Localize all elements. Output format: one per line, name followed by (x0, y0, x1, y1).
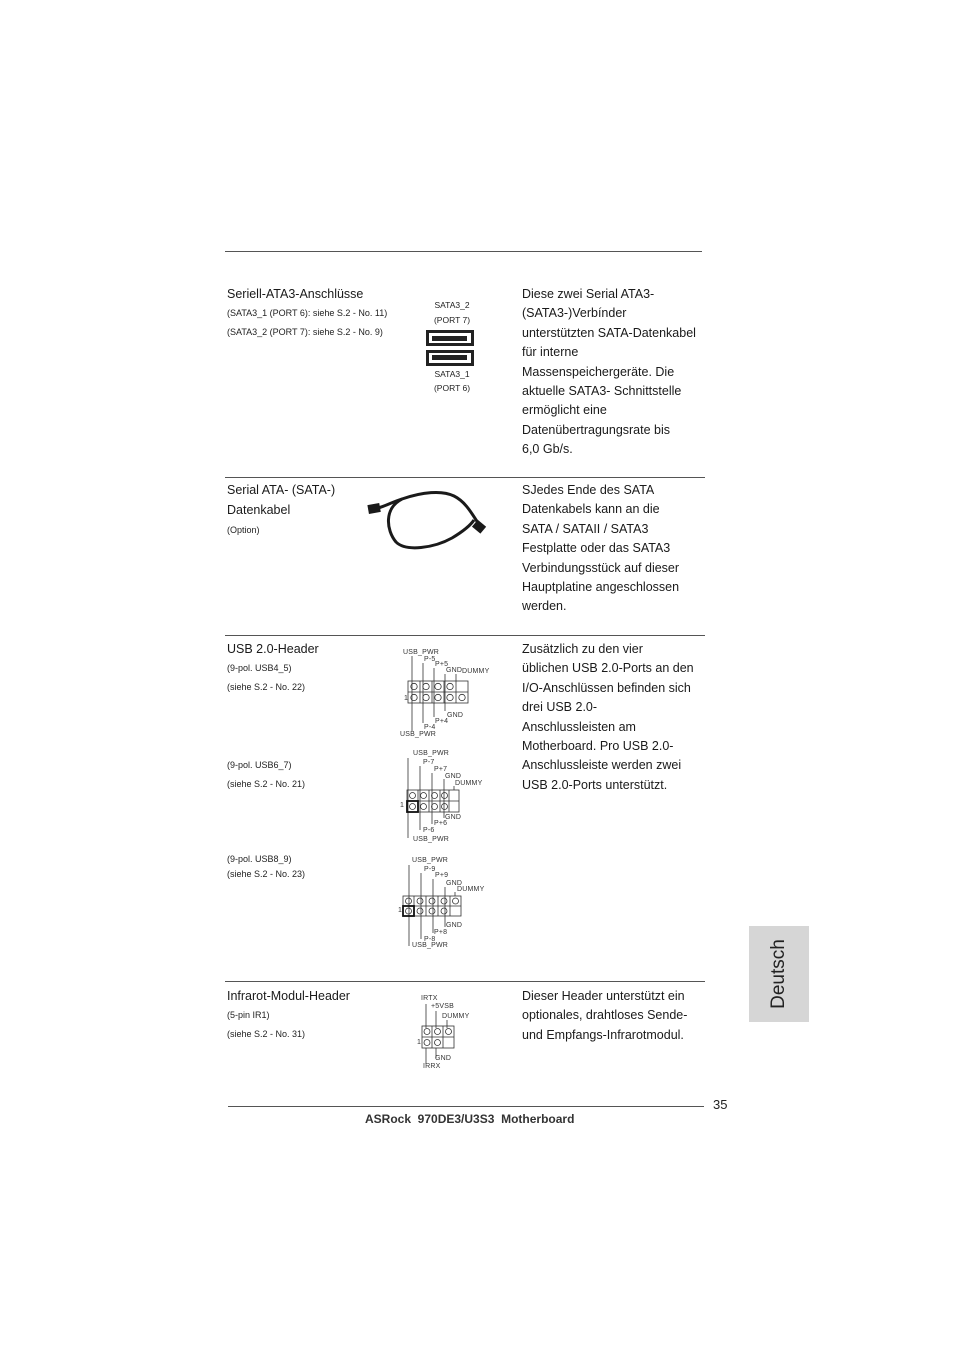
sata3-2-label: SATA3_2 (434, 300, 470, 310)
desc-line: unterstützten SATA-Datenkabel (522, 325, 696, 340)
section-title-sata-cable (227, 481, 335, 520)
desc-line: Anschlussleisten am (522, 719, 636, 734)
usb45-note-2: (siehe S.2 - No. 22) (227, 682, 306, 692)
pin-label: USB_PWR (400, 731, 437, 738)
desc-line: Verbindungsstück auf dieser (522, 560, 680, 575)
pin-label: GND (445, 814, 462, 821)
usb-header-pins (399, 854, 489, 954)
pin-label: P+5 (435, 661, 449, 668)
desc-line: üblichen USB 2.0-Ports an den (522, 661, 694, 676)
pin-label: P+8 (434, 929, 448, 936)
section-divider (225, 477, 705, 478)
usb45-pin-diagram (400, 647, 490, 739)
sata3-1-label: SATA3_1 (434, 369, 470, 379)
sata3-description (522, 285, 696, 460)
pin-label: P-7 (423, 759, 435, 766)
pin-label: DUMMY (455, 780, 483, 787)
usb45-note-1: (9-pol. USB4_5) (227, 663, 292, 673)
desc-line: SJedes Ende des SATA (522, 483, 655, 497)
usb89-pin-diagram (399, 854, 489, 954)
desc-line: werden. (522, 599, 567, 614)
pin-label: DUMMY (457, 886, 485, 893)
desc-line: Festplatte oder das SATA3 (522, 541, 671, 556)
pin-label: GND (435, 1055, 452, 1062)
desc-line: Datenkabels kann an die (522, 502, 660, 517)
sata-cable-note: (Option) (227, 525, 260, 535)
top-rule (225, 251, 702, 252)
section-title-infrared: Infrarot-Modul-Header (227, 989, 350, 1003)
sata-cable-description (522, 481, 679, 617)
pin-label: DUMMY (462, 668, 490, 675)
desc-line: (SATA3-)Verbínder (522, 306, 627, 321)
pin-label: IRRX (423, 1063, 441, 1070)
desc-line: USB 2.0-Ports unterstützt. (522, 777, 668, 792)
pin-label: GND (446, 880, 463, 887)
usb89-note-1: (9-pol. USB8_9) (227, 854, 292, 864)
sata-connector-icons (420, 328, 484, 372)
pin-label: IRTX (421, 995, 438, 1002)
title-line: Datenkabel (227, 502, 291, 517)
usb67-note-1: (9-pol. USB6_7) (227, 760, 292, 770)
desc-line: Hauptplatine angeschlossen (522, 580, 680, 595)
pin-label: DUMMY (442, 1013, 470, 1020)
desc-line: Anschlussleiste werden zwei (522, 758, 682, 773)
pin-label: USB_PWR (412, 942, 449, 949)
pin-1-label: 1 (417, 1039, 422, 1046)
usb-header-pins (399, 748, 489, 844)
pin-label: +5VSB (431, 1003, 454, 1010)
pin-label: P-9 (424, 866, 436, 873)
section-title-sata3: Seriell-ATA3-Anschlüsse (227, 287, 364, 301)
pin-1-label: 1 (404, 695, 409, 702)
ir-note-2: (siehe S.2 - No. 31) (227, 1029, 306, 1039)
language-label: Deutsch (768, 939, 789, 1009)
pin-label: P+9 (435, 872, 449, 879)
sata3-note-2: (SATA3_2 (PORT 7): siehe S.2 - No. 9) (227, 327, 383, 337)
title-line: Serial ATA- (SATA-) (227, 483, 336, 497)
footer-model-name: ASRock 970DE3/U3S3 Motherboard (365, 1112, 575, 1126)
pin-label: P-5 (424, 656, 436, 663)
language-side-tab (749, 926, 809, 1022)
pin-label: P+4 (435, 718, 449, 725)
desc-line: 6,0 Gb/s. (522, 442, 573, 457)
pin-label: GND (446, 922, 463, 929)
usb-description (522, 640, 694, 795)
usb67-pin-diagram (399, 748, 489, 844)
sata3-1-port-label: (PORT 6) (433, 383, 471, 393)
desc-line: aktuelle SATA3- Schnittstelle (522, 384, 682, 399)
desc-line: Massenspeichergeräte. Die (522, 364, 675, 379)
ir-pin-diagram (414, 992, 474, 1072)
usb67-note-2: (siehe S.2 - No. 21) (227, 779, 306, 789)
desc-line: SATA / SATAII / SATA3 (522, 521, 649, 536)
pin-label: GND (446, 667, 463, 674)
sata-cable-image (362, 490, 492, 560)
pin-label: USB_PWR (413, 750, 450, 757)
desc-line: und Empfangs-Infrarotmodul. (522, 1027, 684, 1042)
desc-line: optionales, drahtloses Sende- (522, 1008, 688, 1023)
pin-label: USB_PWR (403, 649, 440, 656)
footer-rule (228, 1106, 704, 1107)
sata3-note-1: (SATA3_1 (PORT 6): siehe S.2 - No. 11) (227, 308, 388, 318)
section-divider (225, 635, 705, 636)
pin-1-label: 1 (400, 802, 405, 809)
desc-line: I/O-Anschlüssen befinden sich (522, 680, 691, 695)
pin-label: P-8 (424, 936, 436, 943)
desc-line: Datenübertragungsrate bis (522, 422, 671, 437)
desc-line: Dieser Header unterstützt ein (522, 989, 685, 1003)
ir-note-1: (5-pin IR1) (227, 1010, 270, 1020)
page-number: 35 (713, 1097, 728, 1112)
usb89-note-2: (siehe S.2 - No. 23) (227, 869, 306, 879)
section-title-usb: USB 2.0-Header (227, 642, 319, 656)
desc-line: Diese zwei Serial ATA3- (522, 287, 655, 301)
pin-label: GND (445, 773, 462, 780)
pin-label: P+7 (434, 766, 448, 773)
pin-label: P-6 (423, 827, 435, 834)
desc-line: Motherboard. Pro USB 2.0- (522, 739, 674, 754)
pin-label: GND (447, 712, 464, 719)
pin-label: P+6 (434, 820, 448, 827)
desc-line: ermöglicht eine (522, 403, 607, 418)
ir-description (522, 987, 687, 1045)
sata3-connector-figure (420, 298, 484, 398)
section-divider (225, 981, 705, 982)
pin-label: P-4 (424, 724, 436, 731)
desc-line: Zusätzlich zu den vier (522, 642, 643, 656)
desc-line: für interne (522, 345, 579, 360)
pin-label: USB_PWR (413, 836, 450, 843)
pin-label: USB_PWR (412, 857, 449, 864)
sata3-2-port-label: (PORT 7) (433, 315, 471, 325)
desc-line: drei USB 2.0- (522, 700, 598, 715)
pin-1-label: 1 (398, 907, 403, 914)
